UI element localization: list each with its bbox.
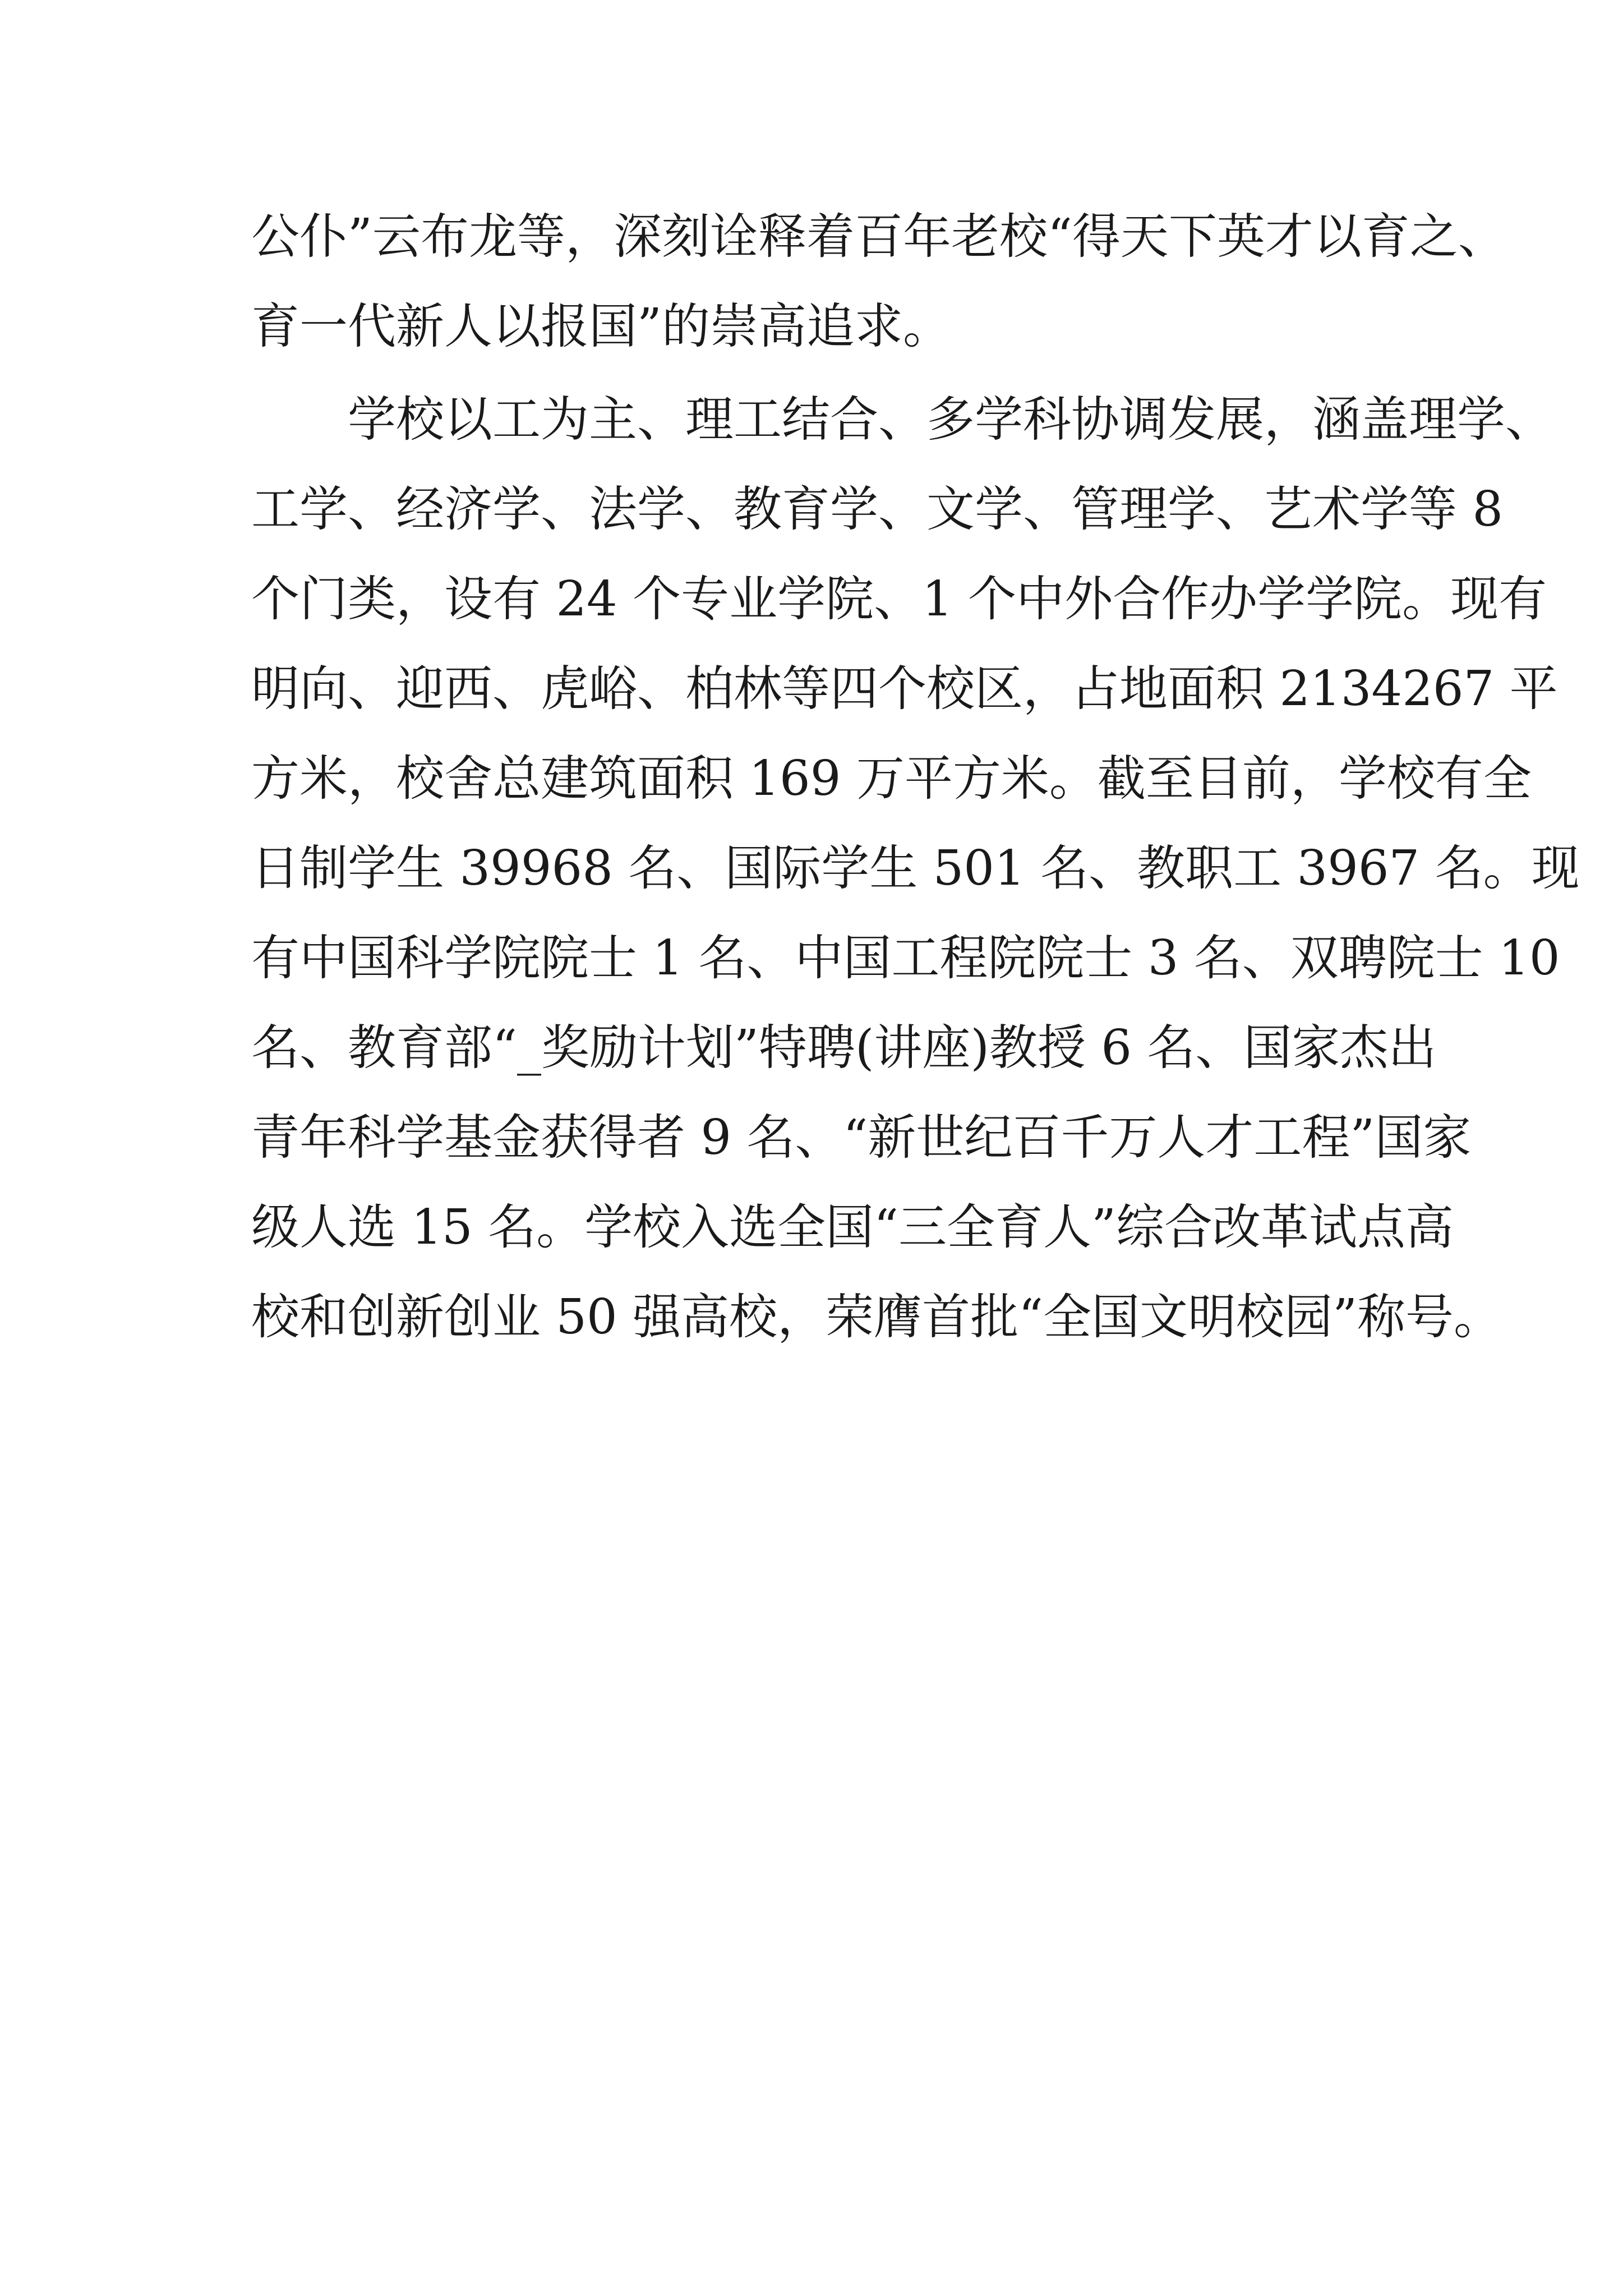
paragraph-2-line-1: 学校以工为主、理工结合、多学科协调发展，涵盖理学、 [348,392,1553,448]
paragraph-2-line-2: 工学、经济学、法学、教育学、文学、管理学、艺术学等 8 [251,481,1504,537]
paragraph-2-line-3: 个门类，设有 24 个专业学院、1 个中外合作办学学院。现有 [251,571,1547,627]
paragraph-2-line-7: 有中国科学院院士 1 名、中国工程院院士 3 名、双聘院士 10 [251,930,1560,986]
paragraph-2-line-5: 方米，校舍总建筑面积 169 万平方米。截至目前，学校有全 [251,751,1532,807]
paragraph-1-line-1: 公仆”云布龙等，深刻诠释着百年老校“得天下英才以育之、 [251,209,1506,265]
paragraph-2-line-6: 日制学生 39968 名、国际学生 501 名、教职工 3967 名。现 [251,840,1580,896]
paragraph-2-line-8: 名、教育部“_奖励计划”特聘(讲座)教授 6 名、国家杰出 [251,1020,1437,1076]
paragraph-2-line-11: 校和创新创业 50 强高校，荣膺首批“全国文明校园”称号。 [251,1289,1502,1345]
paragraph-2-line-4: 明向、迎西、虎峪、柏林等四个校区，占地面积 2134267 平 [251,661,1558,717]
paragraph-1-line-2: 育一代新人以报国”的崇高追求。 [251,298,951,355]
paragraph-2-line-10: 级人选 15 名。学校入选全国“三全育人”综合改革试点高 [251,1199,1454,1255]
paragraph-2-line-9: 青年科学基金获得者 9 名、“新世纪百千万人才工程”国家 [251,1110,1472,1166]
